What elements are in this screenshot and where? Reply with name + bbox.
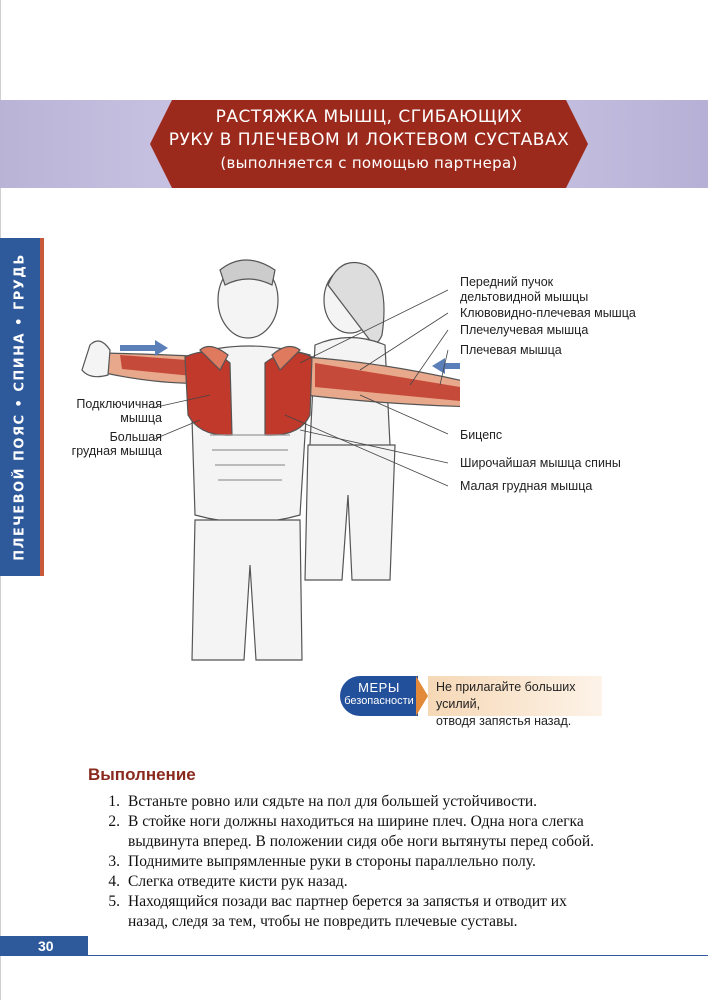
title-text — [150, 106, 588, 174]
step-text: В стойке ноги должны находиться на ширине плеч. Одна нога слегка — [128, 813, 584, 830]
step-number: 2. — [108, 813, 120, 830]
main-figure-body — [185, 260, 312, 660]
label-coracobrachialis: Клювовидно-плечевая мышца — [460, 306, 636, 320]
label-pectoralis-minor: Малая грудная мышца — [460, 479, 593, 493]
step-text: назад, следя за тем, чтобы не повредить плечевые суставы. — [128, 913, 518, 930]
page-subtitle: (выполняется с помощью партнера) — [220, 154, 518, 172]
label-biceps: Бицепс — [460, 428, 503, 442]
safety-text — [428, 676, 602, 728]
step-number: 5. — [108, 893, 120, 910]
footer-rule — [88, 955, 708, 956]
safety-badge — [340, 676, 418, 716]
page-title-line1: РАСТЯЖКА МЫШЦ, СГИБАЮЩИХ — [215, 107, 523, 127]
side-tab-label: ПЛЕЧЕВОЙ ПОЯС • СПИНА • ГРУДЬ — [12, 253, 28, 561]
list-item — [96, 852, 636, 872]
step-number: 3. — [108, 853, 120, 870]
label-pectoralis-major-2: грудная мышца — [71, 444, 162, 458]
safety-text-line1: Не прилагайте больших усилий, — [436, 680, 576, 711]
safety-box — [340, 672, 602, 728]
partner-figure — [305, 263, 395, 581]
page-title-line2: РУКУ В ПЛЕЧЕВОМ И ЛОКТЕВОМ СУСТАВАХ — [168, 130, 570, 150]
steps-list — [96, 792, 636, 932]
list-item — [96, 812, 636, 852]
label-subclavius-1: Подключичная — [76, 397, 162, 411]
title-banner — [150, 100, 588, 188]
label-pectoralis-major-1: Большая — [109, 430, 162, 444]
list-item — [96, 892, 636, 932]
step-text: выдвинута вперед. В положении сидя обе ноги вытянуты перед собой. — [128, 833, 595, 850]
label-brachioradialis: Плечелучевая мышца — [460, 323, 589, 337]
step-number: 4. — [108, 873, 120, 890]
step-text: Слегка отведите кисти рук назад. — [128, 873, 348, 890]
label-brachialis: Плечевая мышца — [460, 343, 562, 357]
step-text: Встаньте ровно или сядьте на пол для большей устойчивости. — [128, 793, 538, 810]
step-text: Находящийся позади вас партнер берется за запястья и отводит их — [128, 893, 567, 910]
label-latissimus: Широчайшая мышца спины — [460, 456, 621, 470]
label-anterior-deltoid-1: Передний пучок — [460, 275, 554, 289]
page-number: 30 — [38, 938, 54, 954]
safety-badge-subtitle: безопасности — [344, 695, 414, 707]
section-title: Выполнение — [88, 765, 196, 784]
safety-text-line2: отводя запястья назад. — [436, 714, 572, 728]
label-subclavius-2: мышца — [120, 411, 162, 425]
list-item — [96, 872, 636, 892]
page-number-badge — [0, 936, 88, 956]
safety-badge-title: МЕРЫ — [358, 680, 400, 695]
label-anterior-deltoid-2: дельтовидной мышцы — [460, 290, 589, 304]
safety-arrow-icon — [416, 676, 428, 716]
step-text: Поднимите выпрямленные руки в стороны параллельно полу. — [128, 853, 536, 870]
list-item — [96, 792, 636, 812]
step-number: 1. — [108, 793, 120, 810]
